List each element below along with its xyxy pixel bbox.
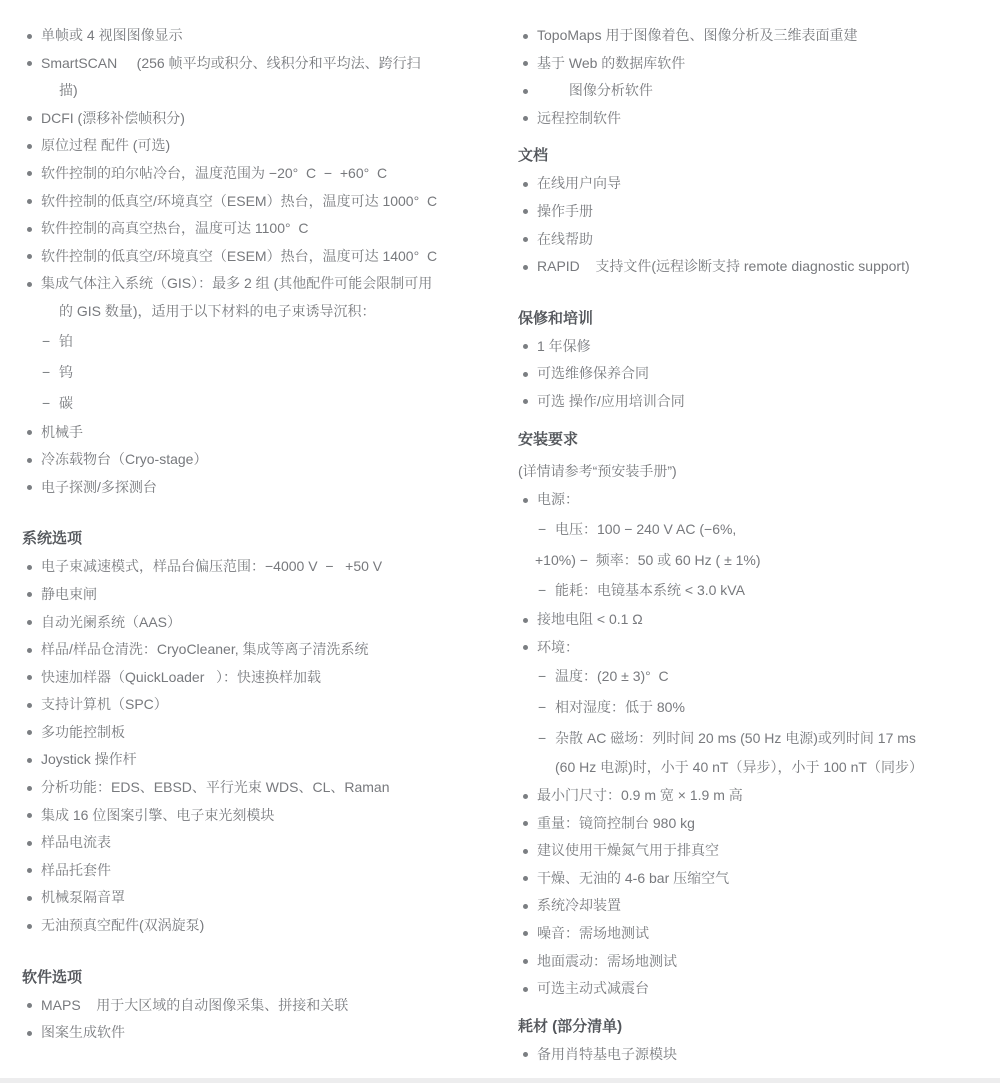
bullet-item: 自动光阑系统（AAS）: [22, 609, 500, 637]
dash-sub-item: − 相对湿度：低于 80%: [518, 692, 986, 723]
bullet-item: 样品/样品仓清洗：CryoCleaner, 集成等离子清洗系统: [22, 636, 500, 664]
bullet-item: 图案生成软件: [22, 1019, 500, 1047]
bullet-item: 集成 16 位图案引擎、电子束光刻模块: [22, 802, 500, 830]
bullet-item: 软件控制的低真空/环境真空（ESEM）热台，温度可达 1400° C: [22, 243, 500, 271]
bullet-item: 图像分析软件: [518, 77, 986, 105]
bullet-item: MAPS 用于大区域的自动图像采集、拼接和关联: [22, 992, 500, 1020]
bullet-item: 机械泵隔音罩: [22, 884, 500, 912]
bullet-item: 备用肖特基电子源模块: [518, 1041, 986, 1069]
bullet-item: 基于 Web 的数据库软件: [518, 50, 986, 78]
bullet-item: 软件控制的高真空热台，温度可达 1100° C: [22, 215, 500, 243]
bullet-item: 系统冷却装置: [518, 892, 986, 920]
bullet-item: 单帧或 4 视图图像显示: [22, 22, 500, 50]
bullet-item: 操作手册: [518, 198, 986, 226]
bullet-item: 地面震动：需场地测试: [518, 948, 986, 976]
bullet-item: 样品电流表: [22, 829, 500, 857]
bullet-item: 原位过程 配件 (可选): [22, 132, 500, 160]
bullet-item: 最小门尺寸：0.9 m 宽 × 1.9 m 高: [518, 782, 986, 810]
bullet-item: 静电束闸: [22, 581, 500, 609]
bullet-item: TopoMaps 用于图像着色、图像分析及三维表面重建: [518, 22, 986, 50]
bullet-item: Joystick 操作杆: [22, 746, 500, 774]
dash-sub-item: − 电压：100 − 240 V AC (−6%,: [518, 514, 986, 545]
bullet-item: 建议使用干燥氮气用于排真空: [518, 837, 986, 865]
dash-sub-item: − 能耗：电镜基本系统 < 3.0 kVA: [518, 575, 986, 606]
bullet-item: 集成气体注入系统（GIS）：最多 2 组 (其他配件可能会限制可用: [22, 270, 500, 298]
bullet-item: 分析功能：EDS、EBSD、平行光束 WDS、CL、Raman: [22, 774, 500, 802]
bullet-item: SmartSCAN (256 帧平均或积分、线积分和平均法、跨行扫: [22, 50, 500, 78]
bullet-item: 机械手: [22, 419, 500, 447]
bullet-item: 电子束减速模式，样品台偏压范围：−4000 V − +50 V: [22, 553, 500, 581]
bullet-item: 重量：镜筒控制台 980 kg: [518, 810, 986, 838]
bullet-item: 样品托套件: [22, 857, 500, 885]
spec-column-right: [518, 22, 986, 1068]
dash-sub-item: − 碳: [22, 388, 500, 419]
dash-sub-item: − 温度：(20 ± 3)° C: [518, 661, 986, 692]
continuation-line: 的 GIS 数量)，适用于以下材料的电子束诱导沉积：: [59, 302, 376, 319]
bullet-item: DCFI (漂移补偿帧积分): [22, 105, 500, 133]
dash-sub-item: − 钨: [22, 357, 500, 388]
bullet-item: 在线用户向导: [518, 170, 986, 198]
section-heading: 软件选项: [22, 968, 83, 986]
bullet-item: 在线帮助: [518, 226, 986, 254]
bullet-item: 电子探测/多探测台: [22, 474, 500, 502]
section-heading: 系统选项: [22, 530, 83, 548]
bullet-item: 接地电阻 < 0.1 Ω: [518, 606, 986, 634]
bullet-item: 1 年保修: [518, 333, 986, 361]
page-bottom-strip: [0, 1078, 1000, 1083]
continuation-line: 描): [59, 82, 78, 99]
dash-sub-item: − 铂: [22, 326, 500, 357]
bullet-item: 软件控制的低真空/环境真空（ESEM）热台，温度可达 1000° C: [22, 188, 500, 216]
bullet-item: 远程控制软件: [518, 105, 986, 133]
bullet-item: 可选维修保养合同: [518, 360, 986, 388]
bullet-item: 软件控制的珀尔帖冷台，温度范围为 −20° C − +60° C: [22, 160, 500, 188]
bullet-item: 冷冻载物台（Cryo-stage）: [22, 446, 500, 474]
bullet-item: 干燥、无油的 4-6 bar 压缩空气: [518, 865, 986, 893]
spec-column-left: [22, 22, 500, 1047]
continuation-line: (60 Hz 电源)时，小于 40 nT（异步），小于 100 nT（同步）: [555, 759, 923, 776]
section-heading: 文档: [518, 147, 549, 165]
bullet-item: 环境：: [518, 634, 986, 662]
paragraph: (详情请参考“预安装手册”): [518, 462, 677, 479]
bullet-item: 电源：: [518, 486, 986, 514]
dash-sub-item: − 杂散 AC 磁场：列时间 20 ms (50 Hz 电源)或列时间 17 ms: [518, 723, 986, 754]
bullet-item: 无油预真空配件(双涡旋泵): [22, 912, 500, 940]
bullet-item: 支持计算机（SPC）: [22, 691, 500, 719]
continuation-line: +10%) − 频率：50 或 60 Hz ( ± 1%): [535, 551, 761, 568]
bullet-item: 多功能控制板: [22, 719, 500, 747]
bullet-item: 可选主动式减震台: [518, 975, 986, 1003]
section-heading: 耗材 (部分清单): [518, 1017, 623, 1035]
section-heading: 安装要求: [518, 430, 579, 448]
bullet-item: 快速加样器（QuickLoader ）：快速换样加载: [22, 664, 500, 692]
section-heading: 保修和培训: [518, 309, 594, 327]
bullet-item: RAPID 支持文件(远程诊断支持 remote diagnostic support): [518, 253, 986, 281]
bullet-item: 噪音：需场地测试: [518, 920, 986, 948]
bullet-item: 可选 操作/应用培训合同: [518, 388, 986, 416]
